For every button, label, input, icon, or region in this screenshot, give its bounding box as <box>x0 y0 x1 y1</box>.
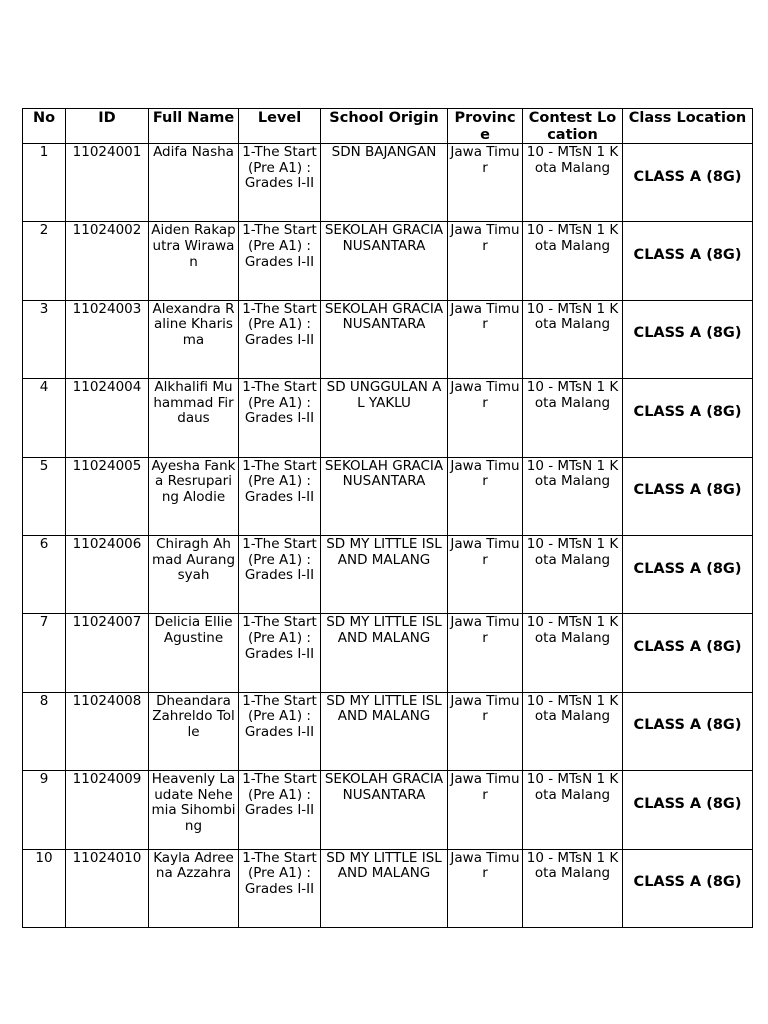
cell-level: 1-The Start (Pre A1) : Grades I-II <box>239 222 321 300</box>
cell-no: 4 <box>23 379 66 457</box>
cell-full-name: Kayla Adreena Azzahra <box>149 849 239 927</box>
cell-no: 9 <box>23 771 66 849</box>
cell-school-origin: SEKOLAH GRACIA NUSANTARA <box>321 300 448 378</box>
header-province: Province <box>448 109 523 144</box>
cell-id: 11024007 <box>66 614 149 692</box>
cell-school-origin: SEKOLAH GRACIA NUSANTARA <box>321 457 448 535</box>
cell-level: 1-The Start (Pre A1) : Grades I-II <box>239 535 321 613</box>
cell-class-location: CLASS A (8G) <box>623 457 753 535</box>
cell-full-name: Adifa Nasha <box>149 144 239 222</box>
cell-no: 7 <box>23 614 66 692</box>
cell-contest-location: 10 - MTsN 1 Kota Malang <box>523 771 623 849</box>
table-row <box>23 614 753 692</box>
cell-level: 1-The Start (Pre A1) : Grades I-II <box>239 692 321 770</box>
cell-id: 11024008 <box>66 692 149 770</box>
cell-province: Jawa Timur <box>448 614 523 692</box>
cell-full-name: Alexandra Raline Kharisma <box>149 300 239 378</box>
cell-class-location: CLASS A (8G) <box>623 849 753 927</box>
cell-school-origin: SDN BAJANGAN <box>321 144 448 222</box>
cell-contest-location: 10 - MTsN 1 Kota Malang <box>523 614 623 692</box>
cell-id: 11024004 <box>66 379 149 457</box>
table-row <box>23 300 753 378</box>
cell-id: 11024010 <box>66 849 149 927</box>
cell-contest-location: 10 - MTsN 1 Kota Malang <box>523 300 623 378</box>
cell-full-name: Aiden Rakaputra Wirawan <box>149 222 239 300</box>
cell-school-origin: SD MY LITTLE ISLAND MALANG <box>321 614 448 692</box>
cell-level: 1-The Start (Pre A1) : Grades I-II <box>239 614 321 692</box>
table-row <box>23 692 753 770</box>
header-row <box>23 109 753 144</box>
cell-class-location: CLASS A (8G) <box>623 300 753 378</box>
cell-no: 8 <box>23 692 66 770</box>
cell-no: 10 <box>23 849 66 927</box>
cell-contest-location: 10 - MTsN 1 Kota Malang <box>523 379 623 457</box>
header-class-location: Class Location <box>623 109 753 144</box>
cell-school-origin: SEKOLAH GRACIA NUSANTARA <box>321 222 448 300</box>
cell-class-location: CLASS A (8G) <box>623 144 753 222</box>
cell-class-location: CLASS A (8G) <box>623 692 753 770</box>
cell-province: Jawa Timur <box>448 692 523 770</box>
table-row <box>23 849 753 927</box>
table-row <box>23 535 753 613</box>
cell-contest-location: 10 - MTsN 1 Kota Malang <box>523 457 623 535</box>
cell-province: Jawa Timur <box>448 222 523 300</box>
cell-full-name: Dheandara Zahreldo Tolle <box>149 692 239 770</box>
cell-id: 11024005 <box>66 457 149 535</box>
table-row <box>23 457 753 535</box>
header-id: ID <box>66 109 149 144</box>
cell-full-name: Alkhalifi Muhammad Firdaus <box>149 379 239 457</box>
header-school-origin: School Origin <box>321 109 448 144</box>
table-row <box>23 144 753 222</box>
cell-id: 11024006 <box>66 535 149 613</box>
cell-school-origin: SD MY LITTLE ISLAND MALANG <box>321 849 448 927</box>
cell-id: 11024009 <box>66 771 149 849</box>
cell-no: 3 <box>23 300 66 378</box>
cell-province: Jawa Timur <box>448 535 523 613</box>
cell-contest-location: 10 - MTsN 1 Kota Malang <box>523 849 623 927</box>
header-full-name: Full Name <box>149 109 239 144</box>
header-contest-location: Contest Location <box>523 109 623 144</box>
cell-no: 5 <box>23 457 66 535</box>
cell-province: Jawa Timur <box>448 771 523 849</box>
cell-contest-location: 10 - MTsN 1 Kota Malang <box>523 222 623 300</box>
table-row <box>23 379 753 457</box>
cell-class-location: CLASS A (8G) <box>623 379 753 457</box>
cell-no: 1 <box>23 144 66 222</box>
cell-id: 11024003 <box>66 300 149 378</box>
cell-level: 1-The Start (Pre A1) : Grades I-II <box>239 457 321 535</box>
cell-id: 11024002 <box>66 222 149 300</box>
cell-id: 11024001 <box>66 144 149 222</box>
cell-level: 1-The Start (Pre A1) : Grades I-II <box>239 300 321 378</box>
cell-class-location: CLASS A (8G) <box>623 614 753 692</box>
cell-level: 1-The Start (Pre A1) : Grades I-II <box>239 771 321 849</box>
cell-no: 6 <box>23 535 66 613</box>
cell-school-origin: SD UNGGULAN AL YAKLU <box>321 379 448 457</box>
cell-province: Jawa Timur <box>448 457 523 535</box>
cell-level: 1-The Start (Pre A1) : Grades I-II <box>239 379 321 457</box>
cell-no: 2 <box>23 222 66 300</box>
cell-school-origin: SD MY LITTLE ISLAND MALANG <box>321 535 448 613</box>
header-level: Level <box>239 109 321 144</box>
cell-province: Jawa Timur <box>448 379 523 457</box>
cell-contest-location: 10 - MTsN 1 Kota Malang <box>523 692 623 770</box>
cell-full-name: Delicia Ellie Agustine <box>149 614 239 692</box>
cell-province: Jawa Timur <box>448 144 523 222</box>
cell-province: Jawa Timur <box>448 300 523 378</box>
header-no: No <box>23 109 66 144</box>
cell-full-name: Heavenly Laudate Nehemia Sihombing <box>149 771 239 849</box>
cell-full-name: Chiragh Ahmad Aurangsyah <box>149 535 239 613</box>
cell-class-location: CLASS A (8G) <box>623 535 753 613</box>
cell-full-name: Ayesha Fanka Resruparing Alodie <box>149 457 239 535</box>
cell-contest-location: 10 - MTsN 1 Kota Malang <box>523 144 623 222</box>
participant-table <box>22 108 753 928</box>
cell-level: 1-The Start (Pre A1) : Grades I-II <box>239 144 321 222</box>
table-row <box>23 222 753 300</box>
cell-level: 1-The Start (Pre A1) : Grades I-II <box>239 849 321 927</box>
cell-province: Jawa Timur <box>448 849 523 927</box>
cell-class-location: CLASS A (8G) <box>623 222 753 300</box>
table-row <box>23 771 753 849</box>
cell-school-origin: SD MY LITTLE ISLAND MALANG <box>321 692 448 770</box>
cell-school-origin: SEKOLAH GRACIA NUSANTARA <box>321 771 448 849</box>
table-body <box>23 144 753 928</box>
cell-class-location: CLASS A (8G) <box>623 771 753 849</box>
cell-contest-location: 10 - MTsN 1 Kota Malang <box>523 535 623 613</box>
